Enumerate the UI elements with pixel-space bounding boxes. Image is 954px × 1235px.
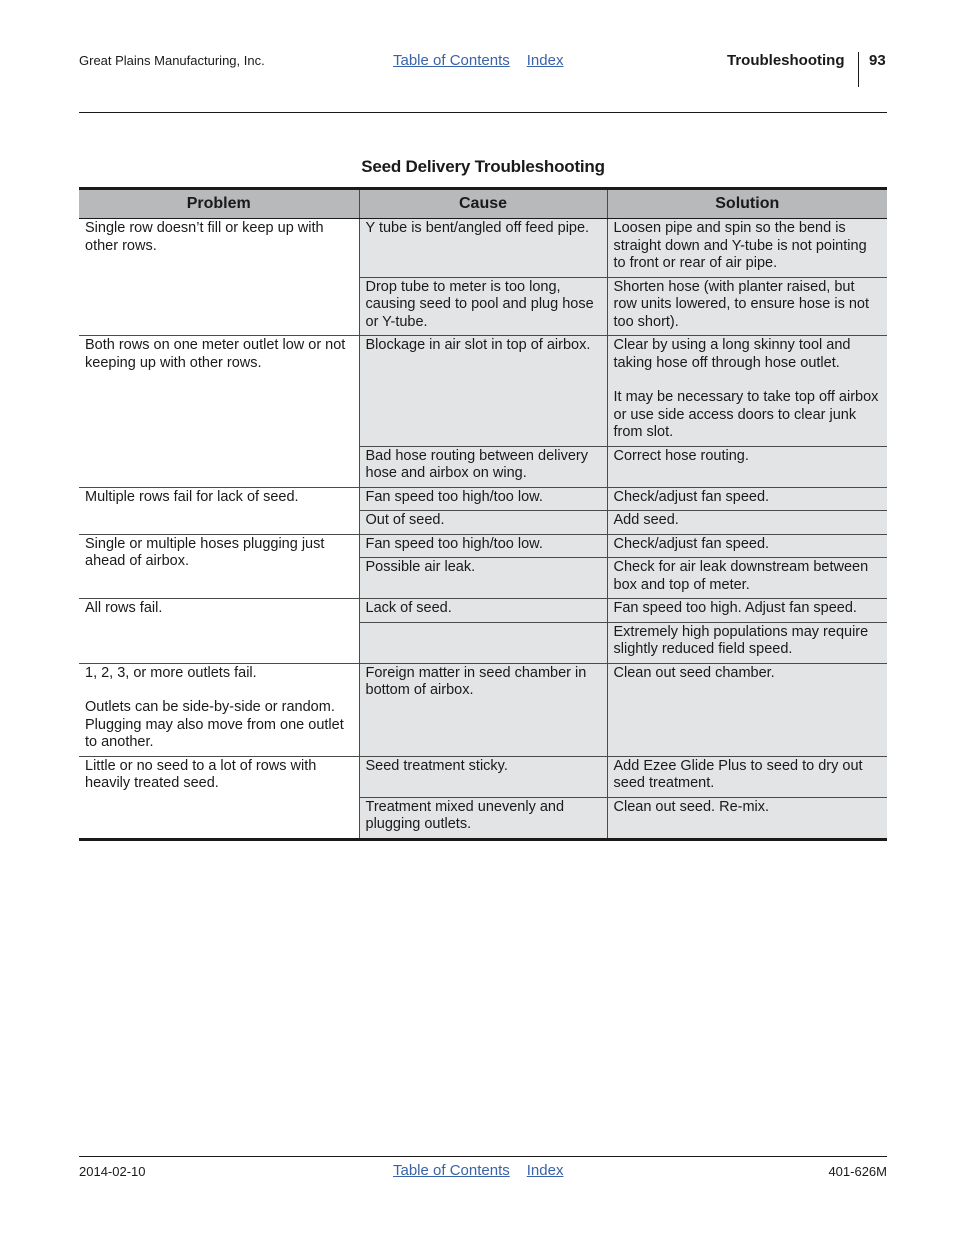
cell-text: Outlets can be side-by-side or random. Plugging may also move from one outlet to another. [85, 699, 344, 750]
column-header-problem: Problem [79, 189, 359, 219]
cell-text: Bad hose routing between delivery hose and airbox on wing. [365, 447, 588, 481]
cell-text: Possible air leak. [365, 559, 476, 575]
table-row [79, 663, 887, 756]
cell-text: Out of seed. [365, 512, 445, 528]
table-of-contents-link[interactable]: Table of Contents [393, 52, 510, 69]
cell-text: Add Ezee Glide Plus to seed to dry out seed treatment. [613, 757, 863, 791]
cell-text: Multiple rows fail for lack of seed. [85, 488, 299, 505]
solution-cell [607, 277, 887, 336]
cause-cell [359, 599, 607, 623]
table-header-row [79, 189, 887, 219]
cause-cell [359, 534, 607, 558]
table-body [79, 219, 887, 840]
cell-text: Check/adjust fan speed. [613, 488, 770, 505]
cell-text: It may be necessary to take top off airbox or use side access doors to clear junk from slot. [613, 389, 879, 440]
footer-table-of-contents-link[interactable]: Table of Contents [393, 1162, 510, 1179]
cell-text: Loosen pipe and spin so the bend is straight down and Y-tube is not pointing to front or rear of air pipe. [613, 220, 867, 271]
cell-text: Fan speed too high. Adjust fan speed. [613, 600, 857, 616]
problem-cell [79, 663, 359, 756]
problem-cell [79, 756, 359, 839]
problem-cell [79, 219, 359, 336]
solution-cell [607, 487, 887, 511]
cause-cell [359, 663, 607, 756]
company-name: Great Plains Manufacturing, Inc. [79, 53, 265, 68]
paragraph-gap [614, 372, 882, 389]
cell-text: Single or multiple hoses plugging just ahead of airbox. [85, 535, 325, 569]
solution-cell [607, 558, 887, 599]
section-title: Troubleshooting [727, 52, 845, 69]
cell-text: Add seed. [613, 512, 679, 528]
cell-text: Clean out seed. Re-mix. [613, 798, 770, 815]
cell-text: Y tube is bent/angled off feed pipe. [365, 220, 590, 236]
solution-cell [607, 663, 887, 756]
cell-text: Drop tube to meter is too long, causing seed to pool and plug hose or Y-tube. [365, 278, 594, 330]
cause-cell [359, 446, 607, 487]
footer-index-link[interactable]: Index [526, 1162, 564, 1179]
header-nav [393, 52, 563, 69]
table-row [79, 219, 887, 278]
problem-cell [79, 487, 359, 534]
cause-cell [359, 511, 607, 535]
cell-text: Lack of seed. [365, 600, 452, 616]
cause-cell [359, 277, 607, 336]
cell-text: Single row doesn’t fill or keep up with other rows. [85, 220, 324, 254]
cell-text: Shorten hose (with planter raised, but row units lowered, to ensure hose is not too short). [613, 278, 869, 330]
troubleshooting-table [79, 187, 887, 841]
solution-cell [607, 219, 887, 278]
table-row [79, 336, 887, 447]
table-row [79, 534, 887, 558]
cell-text: 1, 2, 3, or more outlets fail. [85, 664, 257, 681]
table-row [79, 599, 887, 623]
problem-cell [79, 534, 359, 599]
column-header-solution: Solution [607, 189, 887, 219]
page-number: 93 [869, 52, 886, 69]
header-divider [858, 52, 859, 87]
cell-text: Blockage in air slot in top of airbox. [365, 337, 591, 353]
footer-nav [393, 1162, 563, 1179]
cell-text: Clean out seed chamber. [613, 664, 775, 681]
problem-cell [79, 336, 359, 488]
cause-cell [359, 487, 607, 511]
column-header-cause: Cause [359, 189, 607, 219]
table-title: Seed Delivery Troubleshooting [361, 157, 605, 176]
footer-rule [79, 1156, 887, 1157]
cell-text: Fan speed too high/too low. [365, 535, 543, 552]
solution-cell [607, 336, 887, 447]
table-row [79, 756, 887, 797]
header-rule [79, 112, 887, 113]
cause-cell [359, 797, 607, 839]
index-link[interactable]: Index [526, 52, 564, 69]
cell-text: Both rows on one meter outlet low or not keeping up with other rows. [85, 337, 346, 371]
cell-text: Fan speed too high/too low. [365, 488, 543, 505]
cell-text: Correct hose routing. [613, 447, 749, 464]
cell-text: Check/adjust fan speed. [613, 535, 770, 552]
solution-cell [607, 511, 887, 535]
solution-cell [607, 534, 887, 558]
cell-text: Foreign matter in seed chamber in bottom of airbox. [365, 664, 587, 698]
solution-cell [607, 446, 887, 487]
cell-text: Extremely high populations may require slightly reduced field speed. [613, 623, 869, 657]
solution-cell [607, 756, 887, 797]
solution-cell [607, 797, 887, 839]
cell-text: Treatment mixed unevenly and plugging outlets. [365, 798, 565, 832]
solution-cell [607, 622, 887, 663]
cause-cell [359, 558, 607, 599]
solution-cell [607, 599, 887, 623]
cause-cell [359, 219, 607, 278]
footer-date: 2014-02-10 [79, 1164, 146, 1179]
problem-cell [79, 599, 359, 664]
paragraph-gap [85, 682, 353, 699]
cell-text: All rows fail. [85, 600, 163, 616]
document-code: 401-626M [828, 1164, 887, 1179]
cell-text: Little or no seed to a lot of rows with heavily treated seed. [85, 757, 317, 791]
cell-text: Check for air leak downstream between box and top of meter. [613, 559, 869, 593]
cause-cell [359, 336, 607, 447]
cause-cell [359, 622, 607, 663]
cell-text: Seed treatment sticky. [365, 757, 508, 774]
cell-text: Clear by using a long skinny tool and taking hose off through hose outlet. [613, 337, 851, 371]
cause-cell [359, 756, 607, 797]
table-row [79, 487, 887, 511]
